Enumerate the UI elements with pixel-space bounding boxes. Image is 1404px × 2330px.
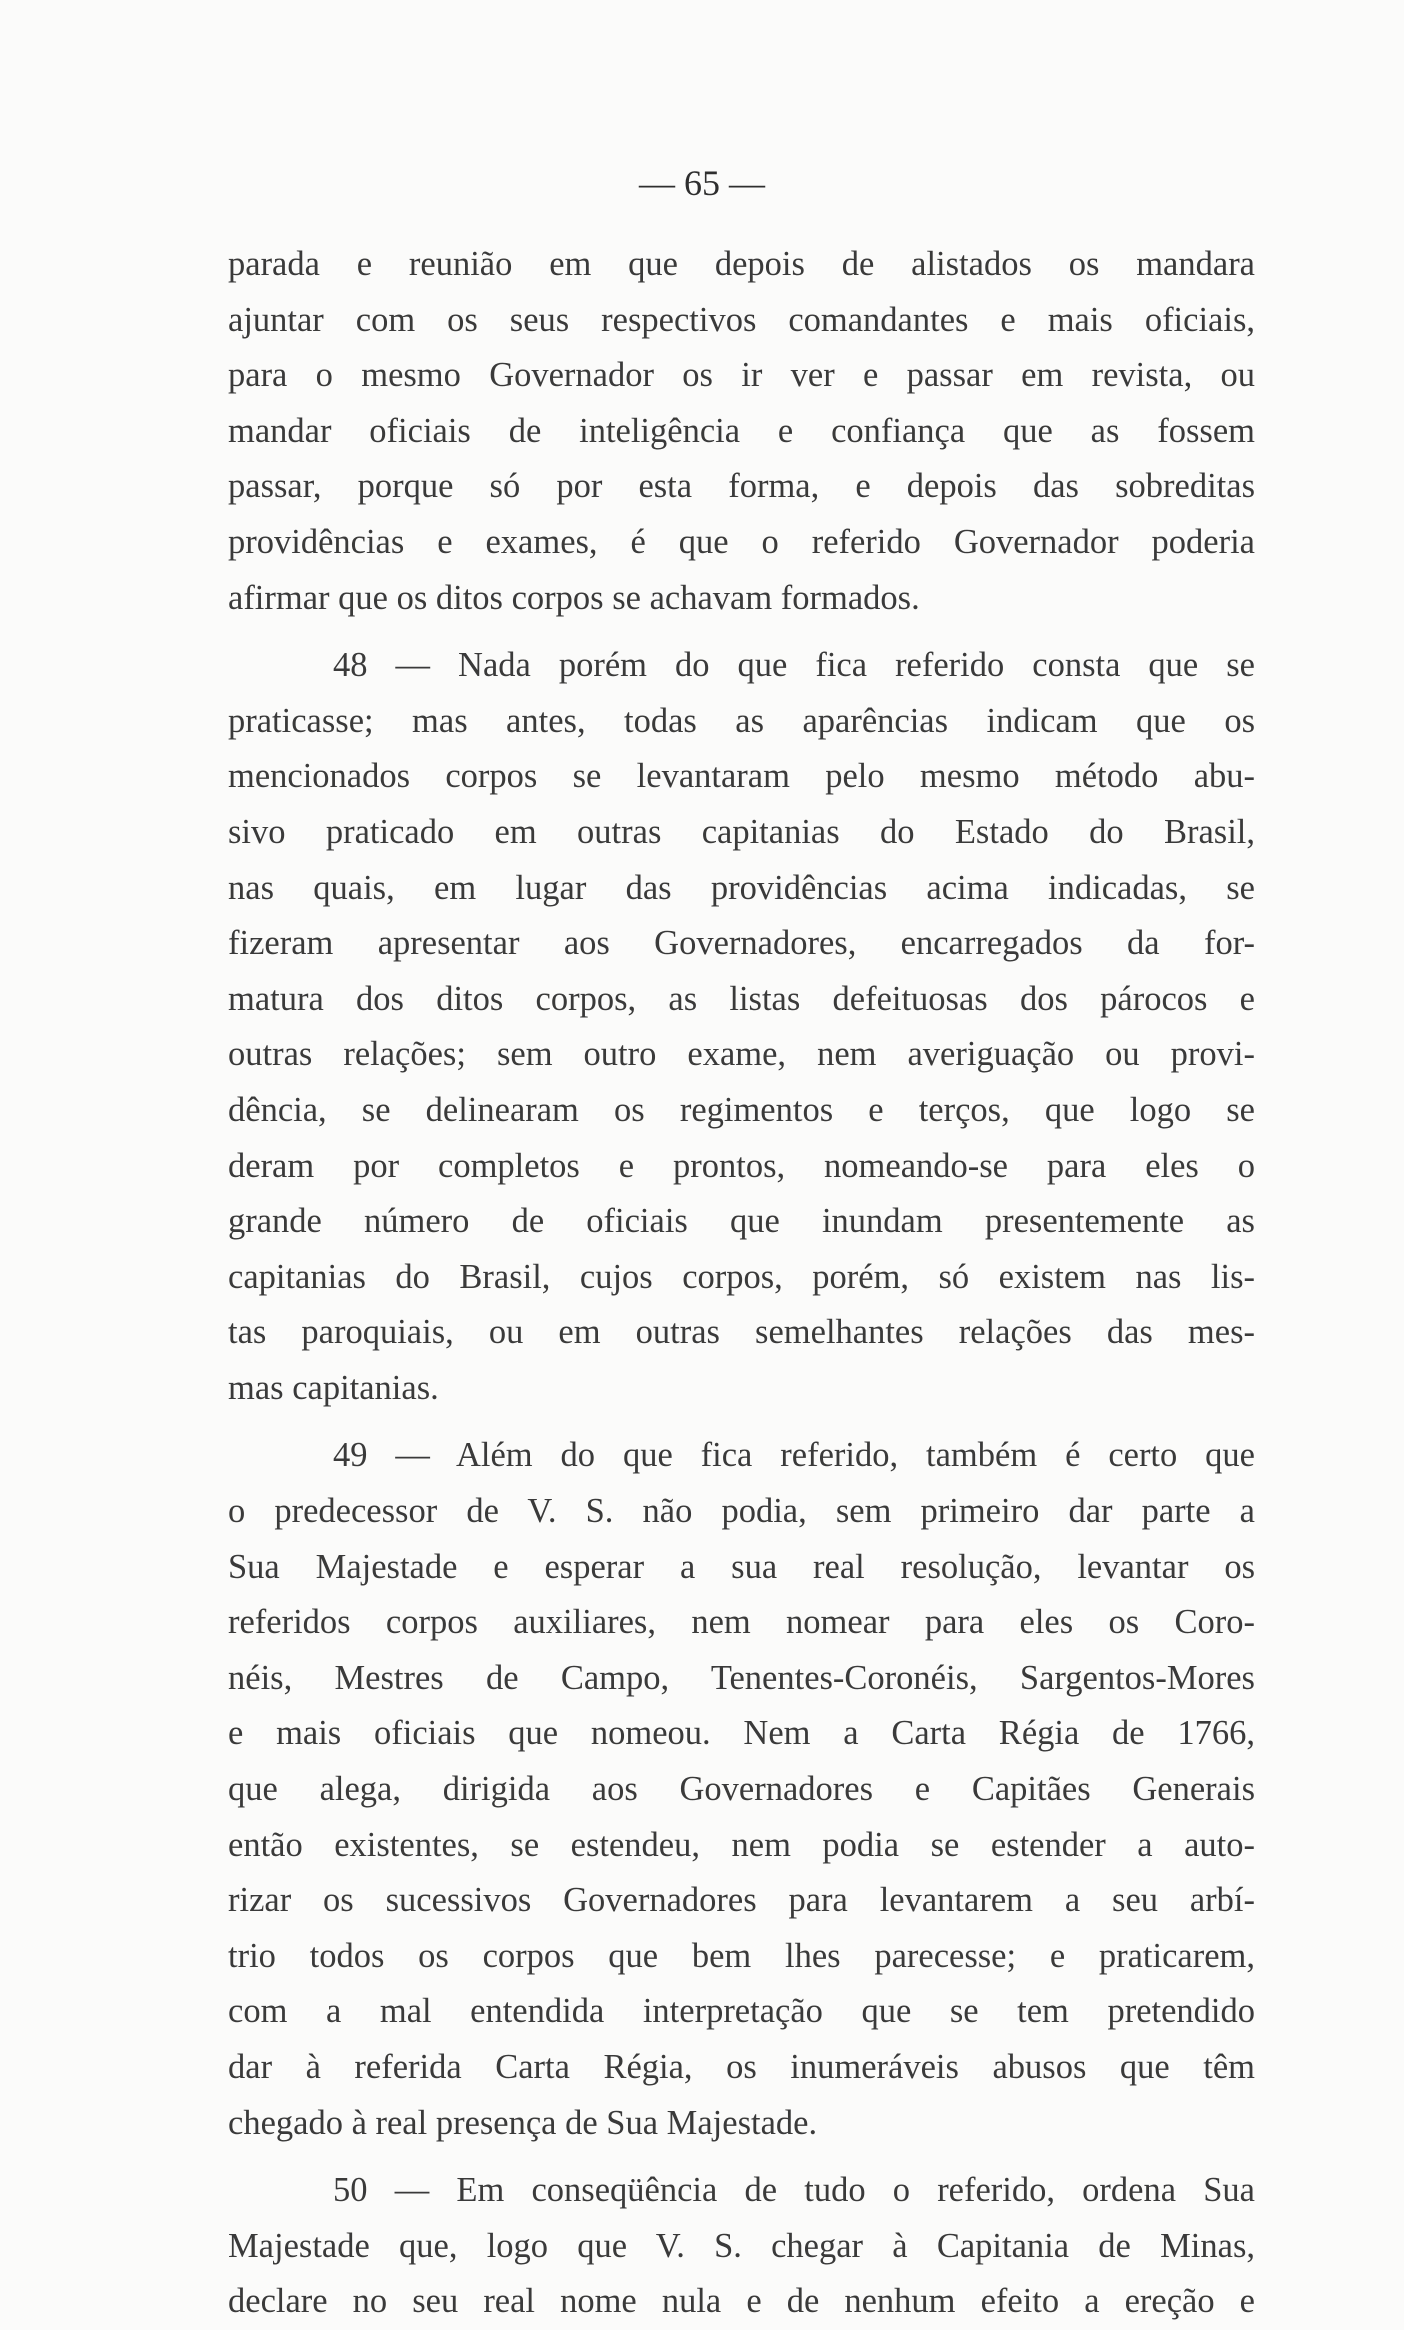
text-line: afirmar que os ditos corpos se achavam formados. <box>228 578 920 617</box>
text-line: mencionados corpos se levantaram pelo mesmo método abu- <box>228 757 1255 796</box>
text-line: tas paroquiais, ou em outras semelhantes relações das mes- <box>228 1313 1255 1352</box>
text-line: Sua Majestade e esperar a sua real resolução, levantar os <box>228 1547 1255 1586</box>
text-line: rizar os sucessivos Governadores para levantarem a seu arbí- <box>228 1881 1255 1920</box>
text-line: o predecessor de V. S. não podia, sem primeiro dar parte a <box>228 1492 1255 1531</box>
text-line: 49 — Além do que fica referido, também é certo que <box>333 1436 1255 1475</box>
text-line: trio todos os corpos que bem lhes parecesse; e praticarem, <box>228 1936 1255 1975</box>
text-line: que alega, dirigida aos Governadores e Capitães Generais <box>228 1770 1255 1809</box>
text-line: chegado à real presença de Sua Majestade. <box>228 2103 818 2142</box>
text-line: grande número de oficiais que inundam presentemente as <box>228 1202 1255 1241</box>
text-line: referidos corpos auxiliares, nem nomear para eles os Coro- <box>228 1603 1255 1642</box>
text-line: mas capitanias. <box>228 1368 439 1407</box>
text-line: matura dos ditos corpos, as listas defeituosas dos párocos e <box>228 979 1255 1018</box>
text-line: 50 — Em conseqüência de tudo o referido, ordena Sua <box>333 2171 1255 2210</box>
text-line: praticasse; mas antes, todas as aparências indicam que os <box>228 701 1255 740</box>
text-line: então existentes, se estendeu, nem podia se estender a auto- <box>228 1825 1255 1864</box>
body-text <box>228 237 1255 2330</box>
text-line: passar, porque só por esta forma, e depois das sobreditas <box>228 467 1255 506</box>
paragraph-50 <box>228 2163 1255 2330</box>
paragraph-49 <box>228 1428 1255 2151</box>
text-line: Majestade que, logo que V. S. chegar à Capitania de Minas, <box>228 2226 1255 2265</box>
text-line: outras relações; sem outro exame, nem averiguação ou provi- <box>228 1035 1255 1074</box>
text-line: parada e reunião em que depois de alistados os mandara <box>228 245 1255 283</box>
text-line: providências e exames, é que o referido Governador poderia <box>228 522 1255 561</box>
page-number: — 65 — <box>639 163 765 203</box>
text-line: mandar oficiais de inteligência e confiança que as fossem <box>228 411 1255 450</box>
text-line: sivo praticado em outras capitanias do Estado do Brasil, <box>228 812 1255 851</box>
text-line: e mais oficiais que nomeou. Nem a Carta Régia de 1766, <box>228 1714 1255 1753</box>
text-line: fizeram apresentar aos Governadores, encarregados da for- <box>228 924 1255 963</box>
text-line: para o mesmo Governador os ir ver e passar em revista, ou <box>228 356 1255 395</box>
text-line: dar à referida Carta Régia, os inumeráveis abusos que têm <box>228 2048 1255 2086</box>
text-line: néis, Mestres de Campo, Tenentes-Coronéis, Sargentos-Mores <box>228 1658 1255 1697</box>
text-line: com a mal entendida interpretação que se tem pretendido <box>228 1992 1255 2031</box>
paragraph-48 <box>228 638 1255 1416</box>
text-line: nas quais, em lugar das providências acima indicadas, se <box>228 868 1255 907</box>
text-line: ajuntar com os seus respectivos comandantes e mais oficiais, <box>228 300 1255 339</box>
text-line: 48 — Nada porém do que fica referido consta que se <box>333 646 1255 685</box>
paragraph-continuation <box>228 237 1255 626</box>
text-line: deram por completos e prontos, nomeando-se para eles o <box>228 1146 1255 1185</box>
text-line: declare no seu real nome nula e de nenhum efeito a ereção e <box>228 2282 1255 2321</box>
text-line: dência, se delinearam os regimentos e terços, que logo se <box>228 1090 1255 1129</box>
text-line: capitanias do Brasil, cujos corpos, porém, só existem nas lis- <box>228 1257 1255 1296</box>
